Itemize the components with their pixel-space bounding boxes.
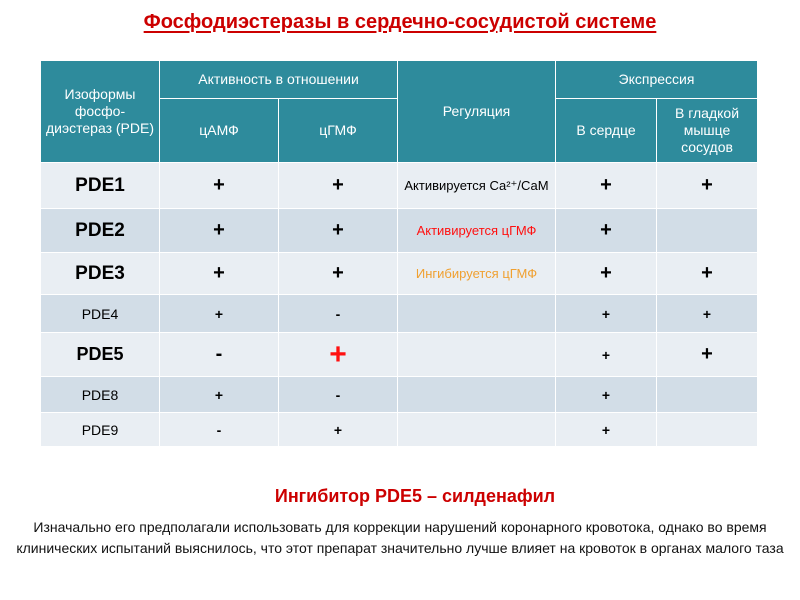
isoform-name: PDE2 [41,209,160,253]
regulation-cell [398,295,556,333]
header-cgmp: цГМФ [279,99,398,163]
cgmp-activity: + [279,413,398,447]
smooth-muscle-expression: + [657,333,758,377]
header-expression: Экспрессия [556,61,758,99]
heart-expression: + [556,163,657,209]
header-heart: В сердце [556,99,657,163]
regulation-cell: Активируется Са²⁺/СаМ [398,163,556,209]
header-activity: Активность в отношении [160,61,398,99]
table-header-row [41,61,758,99]
cgmp-activity: + [279,253,398,295]
regulation-cell [398,333,556,377]
cgmp-activity: - [279,377,398,413]
smooth-muscle-expression [657,413,758,447]
cgmp-activity: + [279,209,398,253]
smooth-muscle-expression [657,377,758,413]
header-regulation: Регуляция [398,61,556,163]
heart-expression: + [556,413,657,447]
header-isoforms: Изоформы фосфо-диэстераз (PDE) [41,61,160,163]
table-row [41,413,758,447]
table-row [41,295,758,333]
smooth-muscle-expression: + [657,295,758,333]
camp-activity: + [160,295,279,333]
table-row [41,333,758,377]
page-title: Фосфодиэстеразы в сердечно-сосудистой системе [143,11,657,33]
pde-table [40,60,758,447]
table-row [41,163,758,209]
table-row [41,377,758,413]
cgmp-activity: - [279,295,398,333]
camp-activity: + [160,253,279,295]
heart-expression: + [556,377,657,413]
cgmp-activity: + [279,163,398,209]
heart-expression: + [556,333,657,377]
smooth-muscle-expression: + [657,253,758,295]
subtitle: Ингибитор PDE5 – силденафил [274,486,556,506]
header-smooth-muscle: В гладкой мышце сосудов [657,99,758,163]
heart-expression: + [556,253,657,295]
isoform-name: PDE5 [41,333,160,377]
heart-expression: + [556,209,657,253]
regulation-cell [398,413,556,447]
regulation-cell [398,377,556,413]
header-camp: цАМФ [160,99,279,163]
camp-activity: - [160,333,279,377]
camp-activity: + [160,377,279,413]
camp-activity: + [160,209,279,253]
smooth-muscle-expression [657,209,758,253]
table-row [41,253,758,295]
isoform-name: PDE4 [41,295,160,333]
regulation-cell: Активируется цГМФ [398,209,556,253]
isoform-name: PDE9 [41,413,160,447]
smooth-muscle-expression: + [657,163,758,209]
regulation-cell: Ингибируется цГМФ [398,253,556,295]
description-text: Изначально его предполагали использовать для коррекции нарушений коронарного кровотока, однако во время клинических испытаний выяснилось, что этот препарат значительно лучше влияет на кровоток в органах малого таза [16,519,784,556]
isoform-name: PDE1 [41,163,160,209]
table-row [41,209,758,253]
heart-expression: + [556,295,657,333]
camp-activity: + [160,163,279,209]
isoform-name: PDE3 [41,253,160,295]
isoform-name: PDE8 [41,377,160,413]
cgmp-activity: + [279,333,398,377]
camp-activity: - [160,413,279,447]
